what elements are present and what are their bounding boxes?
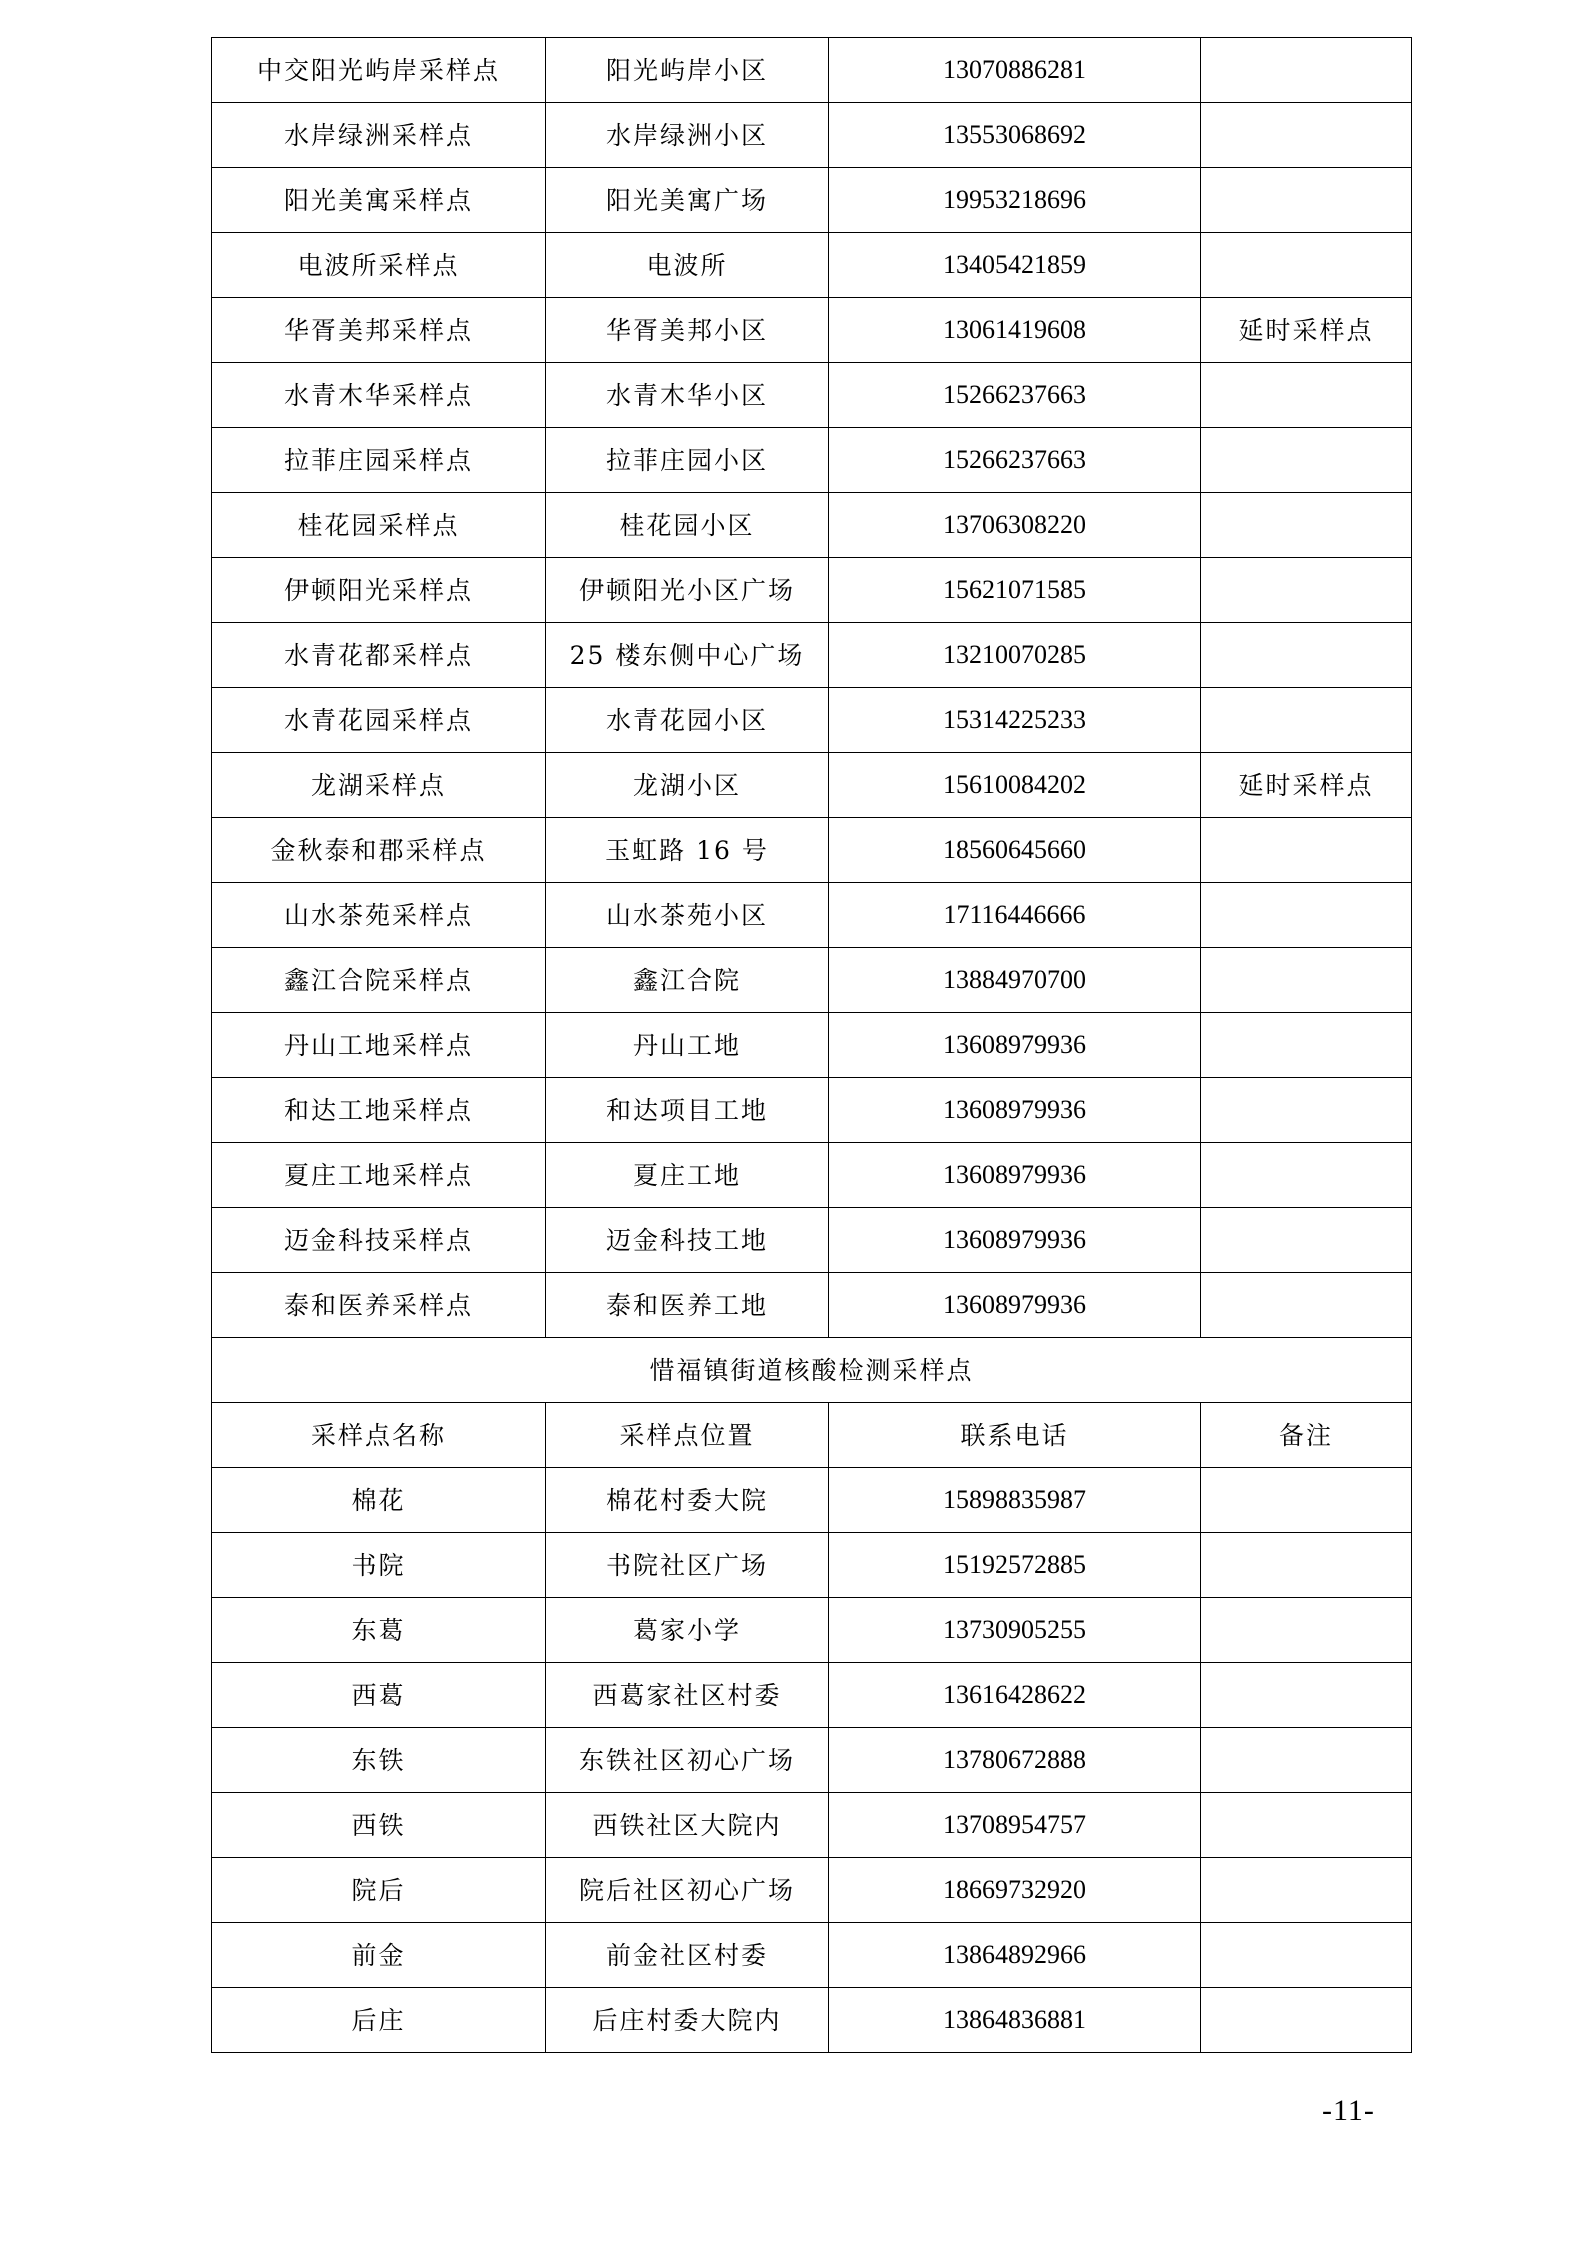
page-number: -11- [1322, 2094, 1375, 2127]
cell-location: 玉虹路 16 号 [546, 818, 829, 883]
cell-location: 丹山工地 [546, 1013, 829, 1078]
cell-name: 丹山工地采样点 [212, 1013, 546, 1078]
cell-phone: 13553068692 [829, 103, 1201, 168]
cell-name: 龙湖采样点 [212, 753, 546, 818]
cell-name: 水岸绿洲采样点 [212, 103, 546, 168]
table-row [212, 428, 1412, 493]
cell-note: 延时采样点 [1201, 298, 1412, 363]
cell-phone: 13608979936 [829, 1078, 1201, 1143]
cell-name: 阳光美寓采样点 [212, 168, 546, 233]
cell-phone: 18669732920 [829, 1858, 1201, 1923]
cell-name: 书院 [212, 1533, 546, 1598]
cell-location: 阳光屿岸小区 [546, 38, 829, 103]
cell-name: 棉花 [212, 1468, 546, 1533]
cell-phone: 13070886281 [829, 38, 1201, 103]
cell-note [1201, 103, 1412, 168]
cell-note [1201, 883, 1412, 948]
cell-name: 夏庄工地采样点 [212, 1143, 546, 1208]
cell-location: 葛家小学 [546, 1598, 829, 1663]
cell-note [1201, 818, 1412, 883]
section-title: 惜福镇街道核酸检测采样点 [212, 1338, 1412, 1403]
cell-location: 迈金科技工地 [546, 1208, 829, 1273]
cell-location: 和达项目工地 [546, 1078, 829, 1143]
cell-phone: 15266237663 [829, 363, 1201, 428]
section-title-row [212, 1338, 1412, 1403]
cell-location: 25 楼东侧中心广场 [546, 623, 829, 688]
cell-note [1201, 1988, 1412, 2053]
cell-location: 拉菲庄园小区 [546, 428, 829, 493]
cell-note [1201, 1728, 1412, 1793]
sampling-points-table [211, 37, 1412, 2053]
cell-name: 山水茶苑采样点 [212, 883, 546, 948]
cell-phone: 13608979936 [829, 1013, 1201, 1078]
cell-phone: 13616428622 [829, 1663, 1201, 1728]
cell-location: 水岸绿洲小区 [546, 103, 829, 168]
table-row [212, 233, 1412, 298]
cell-note [1201, 1533, 1412, 1598]
cell-note [1201, 1143, 1412, 1208]
cell-location: 前金社区村委 [546, 1923, 829, 1988]
cell-location: 夏庄工地 [546, 1143, 829, 1208]
cell-name: 华胥美邦采样点 [212, 298, 546, 363]
cell-location: 书院社区广场 [546, 1533, 829, 1598]
cell-phone: 13730905255 [829, 1598, 1201, 1663]
cell-location: 伊顿阳光小区广场 [546, 558, 829, 623]
cell-phone: 15621071585 [829, 558, 1201, 623]
cell-name: 水青花园采样点 [212, 688, 546, 753]
table-row [212, 1208, 1412, 1273]
cell-name: 东葛 [212, 1598, 546, 1663]
cell-note [1201, 1598, 1412, 1663]
cell-location: 后庄村委大院内 [546, 1988, 829, 2053]
table-body-xifu [212, 1468, 1412, 2053]
cell-name: 和达工地采样点 [212, 1078, 546, 1143]
cell-phone: 13608979936 [829, 1208, 1201, 1273]
cell-note [1201, 1013, 1412, 1078]
cell-note [1201, 428, 1412, 493]
cell-location: 东铁社区初心广场 [546, 1728, 829, 1793]
cell-phone: 13864836881 [829, 1988, 1201, 2053]
header-name: 采样点名称 [212, 1403, 546, 1468]
cell-phone: 15266237663 [829, 428, 1201, 493]
table-row [212, 1728, 1412, 1793]
table-row [212, 558, 1412, 623]
table-row [212, 38, 1412, 103]
cell-phone: 13608979936 [829, 1273, 1201, 1338]
table-row [212, 1143, 1412, 1208]
cell-location: 院后社区初心广场 [546, 1858, 829, 1923]
cell-location: 华胥美邦小区 [546, 298, 829, 363]
cell-note [1201, 168, 1412, 233]
table-row [212, 363, 1412, 428]
table-row [212, 1078, 1412, 1143]
cell-location: 龙湖小区 [546, 753, 829, 818]
table-row [212, 1793, 1412, 1858]
table-row [212, 1533, 1412, 1598]
column-header-row [212, 1403, 1412, 1468]
table-row [212, 103, 1412, 168]
cell-note: 延时采样点 [1201, 753, 1412, 818]
cell-note [1201, 493, 1412, 558]
header-note: 备注 [1201, 1403, 1412, 1468]
cell-location: 山水茶苑小区 [546, 883, 829, 948]
header-phone: 联系电话 [829, 1403, 1201, 1468]
cell-phone: 13706308220 [829, 493, 1201, 558]
table-row [212, 168, 1412, 233]
cell-location: 泰和医养工地 [546, 1273, 829, 1338]
cell-name: 鑫江合院采样点 [212, 948, 546, 1013]
cell-phone: 15314225233 [829, 688, 1201, 753]
cell-name: 前金 [212, 1923, 546, 1988]
cell-name: 西铁 [212, 1793, 546, 1858]
cell-note [1201, 1468, 1412, 1533]
table-row [212, 818, 1412, 883]
cell-phone: 15610084202 [829, 753, 1201, 818]
cell-name: 迈金科技采样点 [212, 1208, 546, 1273]
table-row [212, 493, 1412, 558]
cell-name: 东铁 [212, 1728, 546, 1793]
cell-name: 水青木华采样点 [212, 363, 546, 428]
header-location: 采样点位置 [546, 1403, 829, 1468]
cell-phone: 13405421859 [829, 233, 1201, 298]
cell-phone: 17116446666 [829, 883, 1201, 948]
cell-phone: 13884970700 [829, 948, 1201, 1013]
cell-location: 鑫江合院 [546, 948, 829, 1013]
cell-note [1201, 363, 1412, 428]
cell-note [1201, 1858, 1412, 1923]
cell-name: 金秋泰和郡采样点 [212, 818, 546, 883]
table-row [212, 753, 1412, 818]
cell-note [1201, 948, 1412, 1013]
cell-location: 水青花园小区 [546, 688, 829, 753]
cell-name: 伊顿阳光采样点 [212, 558, 546, 623]
cell-name: 泰和医养采样点 [212, 1273, 546, 1338]
cell-phone: 13708954757 [829, 1793, 1201, 1858]
table-row [212, 688, 1412, 753]
cell-note [1201, 558, 1412, 623]
table-row [212, 1923, 1412, 1988]
cell-phone: 13061419608 [829, 298, 1201, 363]
table-row [212, 1663, 1412, 1728]
cell-name: 中交阳光屿岸采样点 [212, 38, 546, 103]
table-row [212, 1013, 1412, 1078]
cell-location: 水青木华小区 [546, 363, 829, 428]
cell-name: 后庄 [212, 1988, 546, 2053]
cell-name: 西葛 [212, 1663, 546, 1728]
cell-phone: 18560645660 [829, 818, 1201, 883]
cell-phone: 13864892966 [829, 1923, 1201, 1988]
cell-phone: 15898835987 [829, 1468, 1201, 1533]
cell-name: 电波所采样点 [212, 233, 546, 298]
table-row [212, 1468, 1412, 1533]
cell-phone: 13780672888 [829, 1728, 1201, 1793]
cell-note [1201, 623, 1412, 688]
cell-name: 水青花都采样点 [212, 623, 546, 688]
cell-location: 西葛家社区村委 [546, 1663, 829, 1728]
cell-location: 阳光美寓广场 [546, 168, 829, 233]
table-row [212, 1273, 1412, 1338]
cell-location: 电波所 [546, 233, 829, 298]
cell-note [1201, 38, 1412, 103]
cell-name: 桂花园采样点 [212, 493, 546, 558]
table-row [212, 1988, 1412, 2053]
cell-phone: 15192572885 [829, 1533, 1201, 1598]
cell-phone: 19953218696 [829, 168, 1201, 233]
cell-name: 拉菲庄园采样点 [212, 428, 546, 493]
table-body-continued [212, 38, 1412, 1338]
cell-note [1201, 1078, 1412, 1143]
table-row [212, 1598, 1412, 1663]
table-row [212, 1858, 1412, 1923]
section-header [212, 1338, 1412, 1468]
cell-note [1201, 1923, 1412, 1988]
cell-phone: 13210070285 [829, 623, 1201, 688]
cell-note [1201, 233, 1412, 298]
cell-note [1201, 1208, 1412, 1273]
cell-phone: 13608979936 [829, 1143, 1201, 1208]
cell-note [1201, 1793, 1412, 1858]
cell-location: 西铁社区大院内 [546, 1793, 829, 1858]
cell-note [1201, 688, 1412, 753]
table-row [212, 948, 1412, 1013]
table-row [212, 623, 1412, 688]
cell-note [1201, 1663, 1412, 1728]
cell-name: 院后 [212, 1858, 546, 1923]
cell-note [1201, 1273, 1412, 1338]
table-row [212, 883, 1412, 948]
cell-location: 棉花村委大院 [546, 1468, 829, 1533]
cell-location: 桂花园小区 [546, 493, 829, 558]
table-row [212, 298, 1412, 363]
